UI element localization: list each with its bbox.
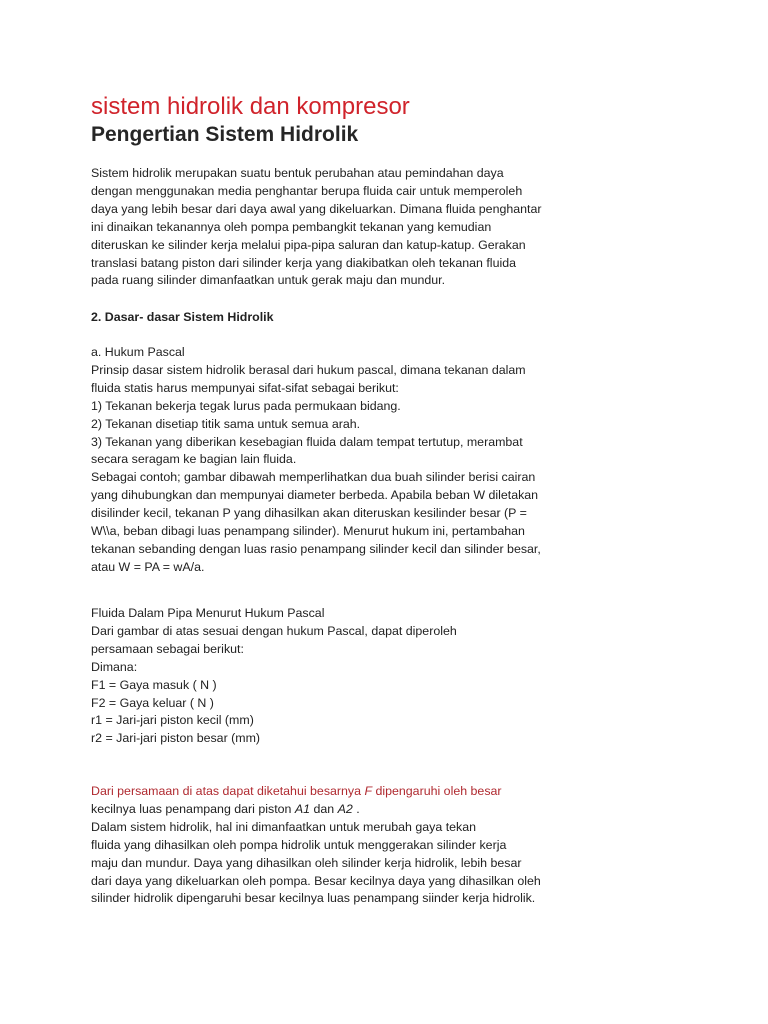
blog-title[interactable]: sistem hidrolik dan kompresor [91,93,410,120]
pascal-paragraph [91,344,561,577]
pascal-line: W\\a, beban dibagi luas penampang silinder). Menurut hukum ini, pertambahan [91,524,525,539]
definition-item: F2 = Gaya keluar ( N ) [91,695,214,710]
pascal-line: fluida statis harus mempunyai sifat-sifat sebagai berikut: [91,380,399,395]
definition-item: r2 = Jari-jari piston besar (mm) [91,731,261,746]
pascal-line: Prinsip dasar sistem hidrolik berasal dari hukum pascal, dimana tekanan dalam [91,362,526,377]
intro-line: dengan menggunakan media penghantar berupa fluida cair untuk memperoleh [91,183,523,198]
conclusion-text: . [352,801,360,816]
conclusion-line: Dalam sistem hidrolik, hal ini dimanfaatkan untuk merubah gaya tekan [91,819,476,834]
pascal-line: secara seragam ke bagian lain fluida. [91,452,297,467]
post-title[interactable]: Pengertian Sistem Hidrolik [91,123,359,146]
pascal-line: yang dihubungkan dan mempunyai diameter berbeda. Apabila beban W diletakan [91,488,539,503]
intro-line: diteruskan ke silinder kerja melalui pipa-pipa saluran dan katup-katup. Gerakan [91,237,526,252]
fluid-heading: Fluida Dalam Pipa Menurut Hukum Pascal [91,606,325,620]
pascal-line: Sebagai contoh; gambar dibawah memperlihatkan dua buah silinder berisi cairan [91,470,536,485]
conclusion-line: dari daya yang dikeluarkan oleh pompa. Besar kecilnya daya yang dihasilkan oleh [91,873,541,888]
pascal-line: atau W = PA = wA/a. [91,559,205,574]
pascal-line: tekanan sebanding dengan luas rasio penampang silinder kecil dan silinder besar, [91,541,541,556]
conclusion-line: silinder hidrolik dipengaruhi besar kecilnya luas penampang siinder kerja hidrolik. [91,891,536,906]
intro-line: ini dinaikan tekanannya oleh pompa pembangkit tekanan yang kemudian [91,219,492,234]
conclusion-line [91,801,561,819]
pascal-subheading: a. Hukum Pascal [91,345,185,359]
pascal-list-item: 3) Tekanan yang diberikan kesebagian fluida dalam tempat tertutup, merambat [91,434,523,449]
conclusion-paragraph [91,783,561,908]
highlighted-text: dipengaruhi oleh besar [372,784,502,798]
highlighted-text: Dari persamaan di atas dapat diketahui besarnya [91,784,365,798]
pascal-list-item: 1) Tekanan bekerja tegak lurus pada permukaan bidang. [91,398,401,413]
intro-paragraph [91,165,561,290]
pascal-line: disilinder kecil, tekanan P yang dihasilkan akan diteruskan kesilinder besar (P = [91,506,527,521]
variable-a1: A1 [294,801,311,816]
conclusion-line: maju dan mundur. Daya yang dihasilkan oleh silinder kerja hidrolik, lebih besar [91,855,522,870]
section-heading: 2. Dasar- dasar Sistem Hidrolik [91,310,274,324]
conclusion-line: fluida yang dihasilkan oleh pompa hidrolik untuk menggerakan silinder kerja [91,837,507,852]
intro-line: daya yang lebih besar dari daya awal yang dikeluarkan. Dimana fluida penghantar [91,201,542,216]
variable-a2: A2 [337,801,353,816]
definition-item: F1 = Gaya masuk ( N ) [91,677,217,692]
fluid-paragraph [91,605,561,748]
fluid-line: persamaan sebagai berikut: [91,641,244,656]
highlighted-line [91,783,561,801]
definition-item: r1 = Jari-jari piston kecil (mm) [91,713,254,728]
intro-line: translasi batang piston dari silinder kerja yang diakibatkan oleh tekanan fluida [91,255,516,270]
conclusion-text: dan [310,801,338,816]
intro-line: Sistem hidrolik merupakan suatu bentuk perubahan atau pemindahan daya [91,166,504,180]
fluid-line: Dimana: [91,659,138,674]
intro-line: pada ruang silinder dimanfaatkan untuk gerak maju dan mundur. [91,273,446,288]
conclusion-text: kecilnya luas penampang dari piston [91,801,295,816]
fluid-line: Dari gambar di atas sesuai dengan hukum Pascal, dapat diperoleh [91,623,457,638]
variable-f: F [364,784,373,798]
pascal-list-item: 2) Tekanan disetiap titik sama untuk semua arah. [91,416,361,431]
